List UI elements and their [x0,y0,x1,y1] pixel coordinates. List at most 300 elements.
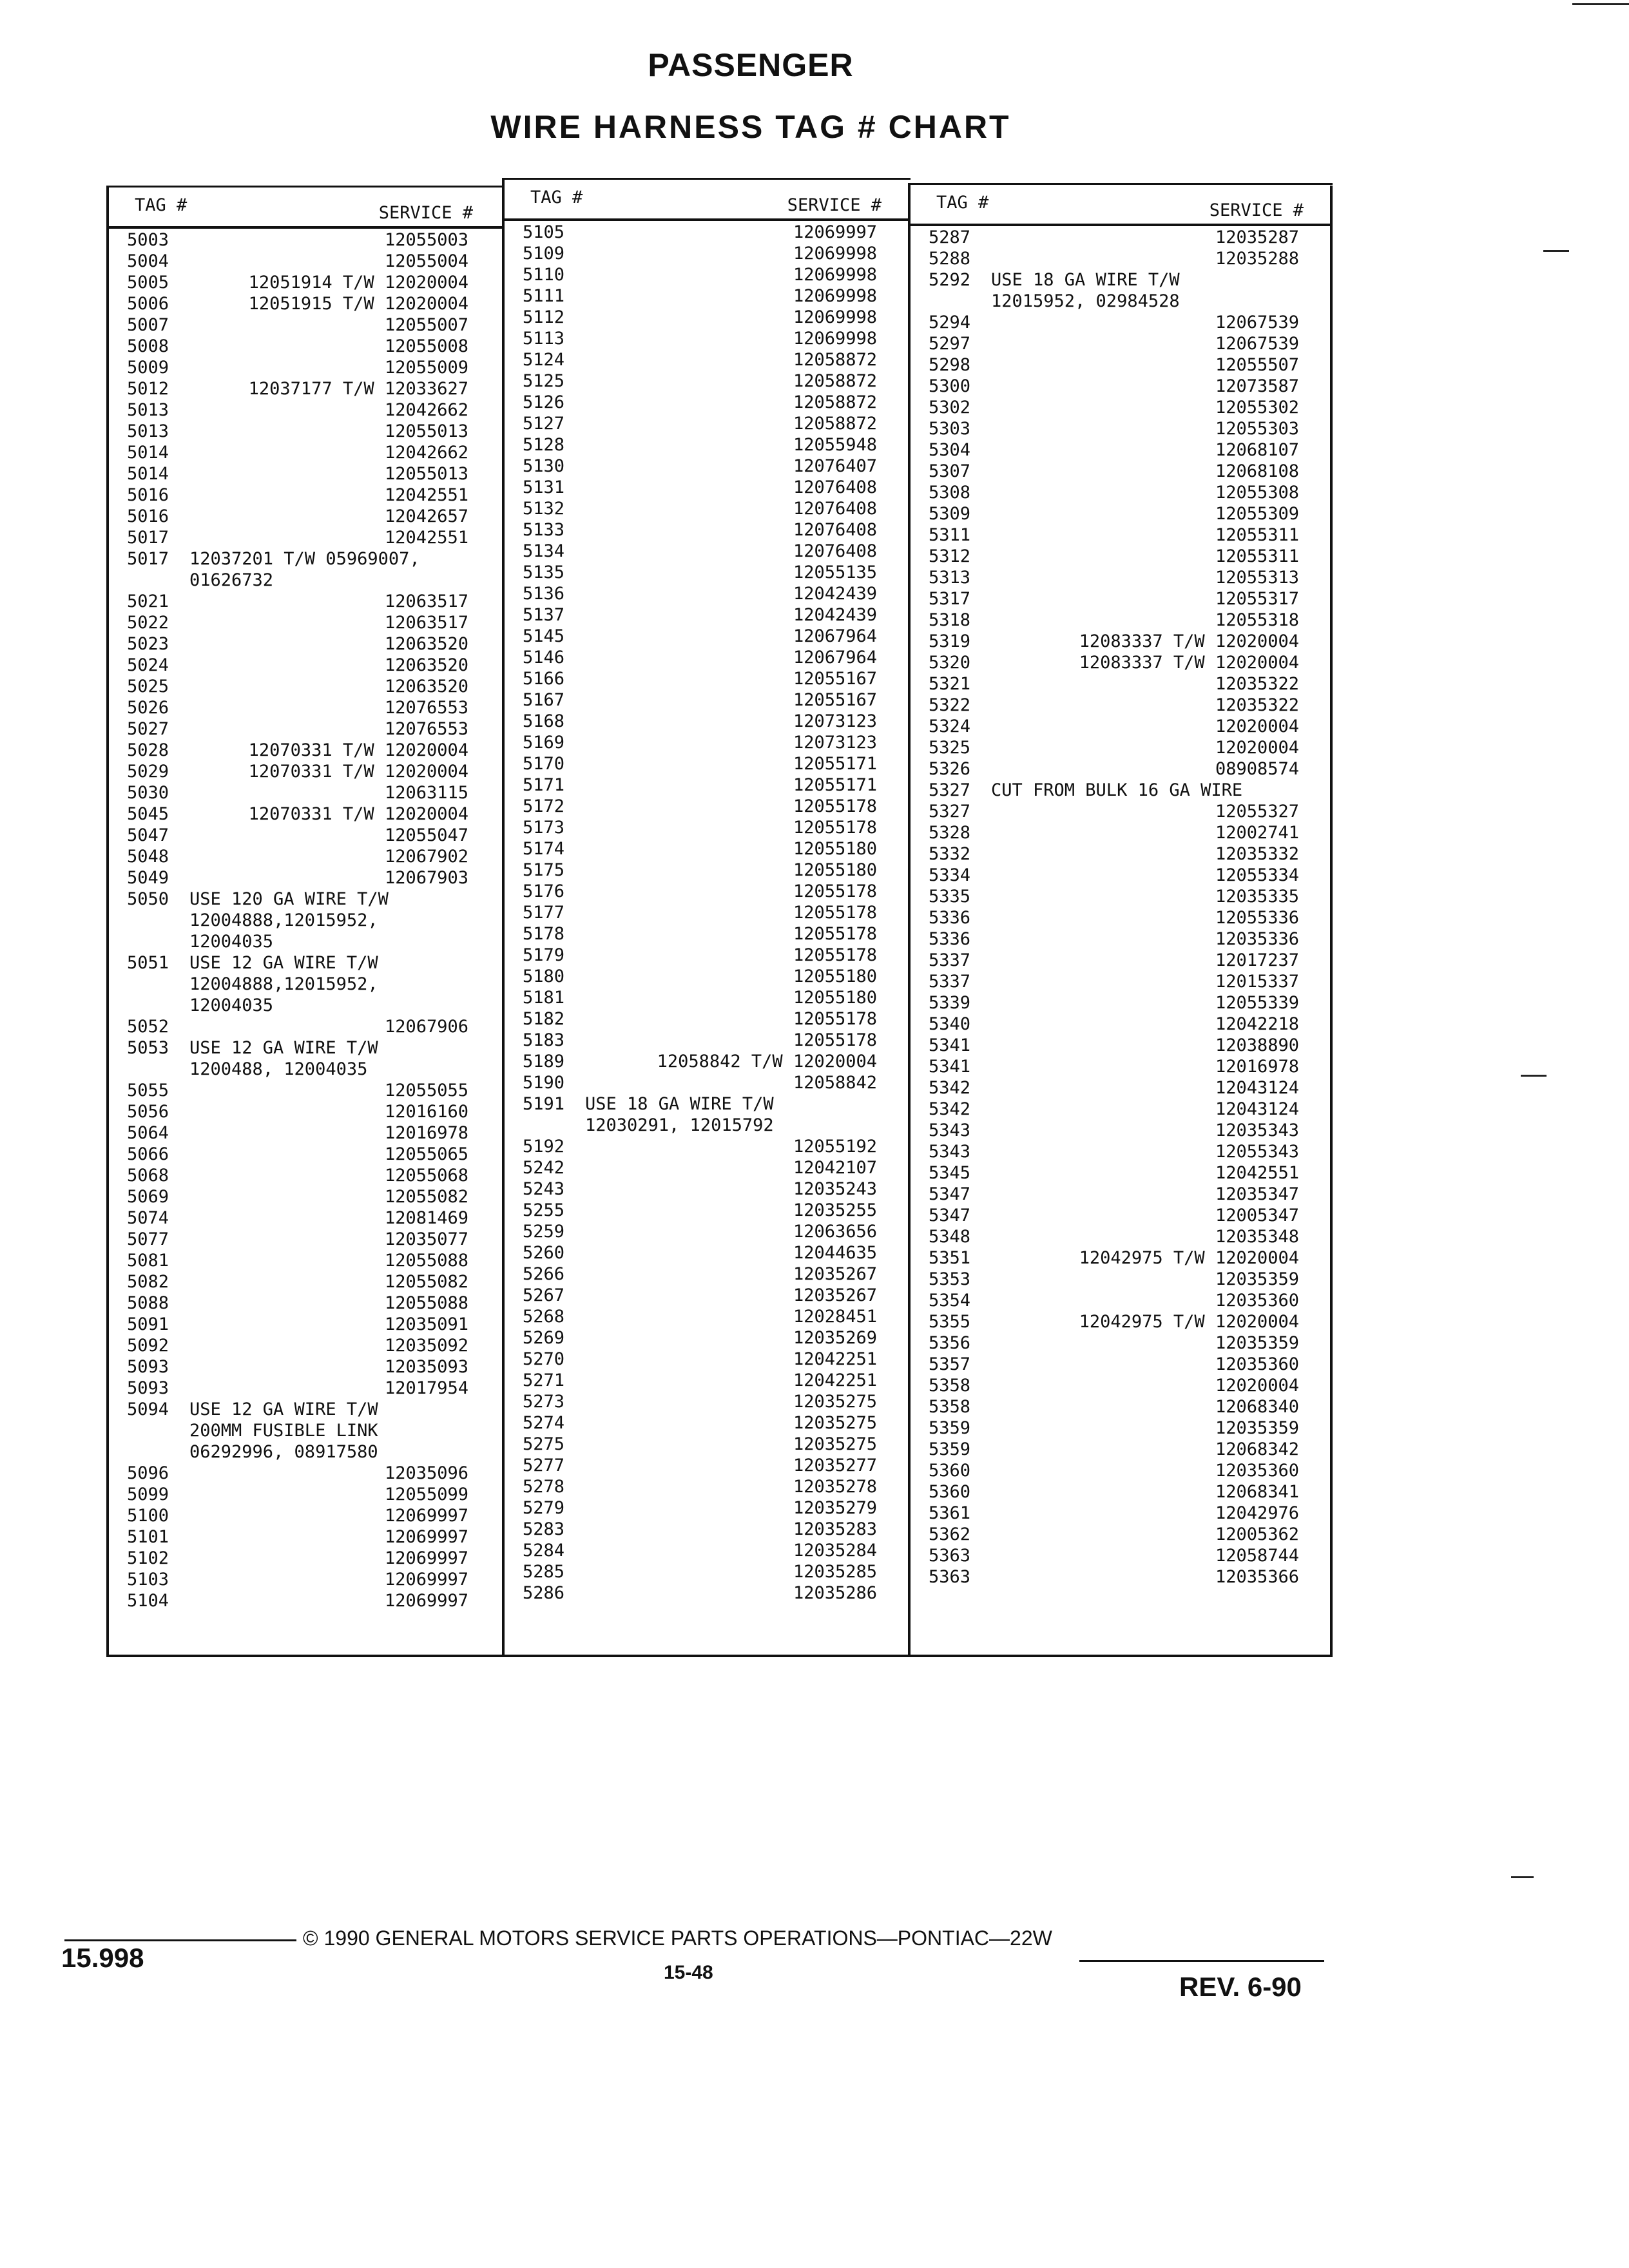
service-number: 12069997 [384,1506,468,1526]
service-number: 12042662 [384,400,468,420]
table-row [911,907,1333,928]
table-row [505,987,911,1008]
service-number: 12076408 [793,541,877,561]
service-number: 12068340 [1215,1397,1299,1417]
tag-number: 5355 [929,1312,971,1332]
tag-number: 5174 [523,839,565,859]
service-number: 12055082 [384,1272,468,1292]
tag-number: 5027 [127,719,169,739]
tag-number: 5327 [929,780,971,800]
tag-number: 5328 [929,823,971,843]
table-row [505,1540,911,1561]
table-row [911,567,1333,588]
table-row [505,328,911,349]
service-number: 12067539 [1215,334,1299,354]
table-row [109,1165,502,1186]
service-number: 12005362 [1215,1524,1299,1544]
service-number: 12081469 [384,1208,468,1228]
table-row [109,718,502,740]
table-row [109,485,502,506]
service-note: USE 18 GA WIRE T/W 12015952, 02984528 [991,270,1180,311]
service-number: 12058872 [793,414,877,434]
table-row [109,1186,502,1207]
service-number: 12055171 [793,775,877,795]
table-row [109,1229,502,1250]
table-row [911,971,1333,992]
service-note: USE 120 GA WIRE T/W 12004888,12015952, 12004035 [189,889,389,952]
table-row [505,1242,911,1264]
tag-number: 5004 [127,251,169,271]
table-row [505,1072,911,1093]
tag-number: 5013 [127,421,169,441]
table-row [505,498,911,519]
tag-number: 5359 [929,1439,971,1459]
table-row [505,434,911,456]
service-number: 12055318 [1215,610,1299,630]
table-row [505,838,911,860]
table-row [109,1590,502,1611]
table-row [505,1157,911,1178]
table-row [109,740,502,761]
service-number: 12070331 T/W 12020004 [248,762,468,782]
table-row [911,1077,1333,1099]
footer-rule-right [1079,1960,1324,1962]
tag-number: 5242 [523,1158,565,1178]
service-header: SERVICE # [787,195,882,215]
table-row [505,1497,911,1519]
table-row [109,336,502,357]
tag-number: 5081 [127,1251,169,1271]
table-row [505,626,911,647]
tag-number: 5049 [127,868,169,888]
tag-number: 5294 [929,312,971,332]
table-row [911,1524,1333,1545]
tag-number: 5363 [929,1546,971,1566]
tag-number: 5192 [523,1137,565,1157]
tag-number: 5146 [523,648,565,668]
tag-number: 5003 [127,230,169,250]
service-number: 12055007 [384,315,468,335]
table-row [911,695,1333,716]
service-number: 12058744 [1215,1546,1299,1566]
service-number: 12035359 [1215,1333,1299,1353]
table-row [109,1080,502,1101]
table-row [911,992,1333,1014]
tag-number: 5313 [929,568,971,588]
service-number: 12020004 [1215,1376,1299,1396]
table-row [109,633,502,655]
table-row [505,1221,911,1242]
table-row [505,349,911,370]
table-row [505,1455,911,1476]
tag-number: 5304 [929,440,971,460]
service-number: 12067539 [1215,312,1299,332]
tag-number: 5092 [127,1336,169,1356]
table-row [911,865,1333,886]
tag-number: 5351 [929,1248,971,1268]
service-number: 12035286 [793,1583,877,1603]
table-row [911,524,1333,546]
tag-number: 5177 [523,903,565,923]
table-row [109,272,502,293]
table-row [109,357,502,378]
tag-number: 5267 [523,1285,565,1305]
service-number: 12067906 [384,1017,468,1037]
tag-number: 5104 [127,1591,169,1611]
table-row [911,269,1333,312]
table-row [109,1399,502,1463]
table-row [109,1271,502,1293]
table-row [109,527,502,548]
table-row [505,1476,911,1497]
tag-number: 5337 [929,972,971,992]
service-number: 12055317 [1215,589,1299,609]
service-number: 12055167 [793,690,877,710]
tag-number: 5343 [929,1120,971,1140]
tag-number: 5285 [523,1562,565,1582]
tag-number: 5326 [929,759,971,779]
table-row [911,461,1333,482]
tag-number: 5134 [523,541,565,561]
tag-number: 5275 [523,1434,565,1454]
tag-number: 5093 [127,1378,169,1398]
tag-number: 5359 [929,1418,971,1438]
tag-number: 5334 [929,865,971,885]
service-number: 12076553 [384,698,468,718]
tag-number: 5189 [523,1052,565,1072]
service-number: 12063656 [793,1222,877,1242]
table-row [505,817,911,838]
table-row [911,418,1333,439]
table-row [505,456,911,477]
tag-number: 5302 [929,398,971,418]
table-row [109,1101,502,1122]
tag-number: 5283 [523,1519,565,1539]
service-number: 12035277 [793,1456,877,1475]
column-rows [109,229,502,1611]
tag-number: 5131 [523,477,565,497]
service-number: 12035347 [1215,1184,1299,1204]
table-row [505,881,911,902]
service-number: 12068108 [1215,461,1299,481]
tag-number: 5303 [929,419,971,439]
tag-number: 5298 [929,355,971,375]
service-number: 12076408 [793,499,877,519]
service-number: 12020004 [1215,716,1299,736]
table-row [109,251,502,272]
tag-number: 5021 [127,591,169,611]
tag-number: 5317 [929,589,971,609]
table-row [109,591,502,612]
service-number: 12055135 [793,562,877,582]
table-row [911,1014,1333,1035]
service-number: 12035279 [793,1498,877,1518]
tag-number: 5047 [127,825,169,845]
tag-number: 5064 [127,1123,169,1143]
tag-number: 5173 [523,818,565,838]
service-number: 12035366 [1215,1567,1299,1587]
table-row [505,647,911,668]
tag-header: TAG # [530,187,583,207]
table-row [505,732,911,753]
table-row [911,1566,1333,1588]
table-row [109,229,502,251]
tag-number: 5319 [929,631,971,651]
tag-number: 5190 [523,1073,565,1093]
service-number: 12067964 [793,648,877,668]
table-column-3 [908,183,1333,1655]
service-number: 12015337 [1215,972,1299,992]
table-row [505,1349,911,1370]
tag-header: TAG # [936,193,989,213]
service-number: 12058872 [793,350,877,370]
footer-rule-left [64,1939,296,1941]
tag-number: 5287 [929,227,971,247]
service-number: 12055948 [793,435,877,455]
tag-chart-table [106,186,1333,1657]
table-row [109,1144,502,1165]
service-number: 12055013 [384,464,468,484]
service-number: 12055004 [384,251,468,271]
service-number: 12017954 [384,1378,468,1398]
service-number: 12069998 [793,286,877,306]
table-row [911,1439,1333,1460]
table-row [505,1008,911,1030]
tag-number: 5318 [929,610,971,630]
tag-number: 5028 [127,740,169,760]
table-row [505,1519,911,1540]
service-note: USE 18 GA WIRE T/W 12030291, 12015792 [585,1094,774,1135]
service-number: 12058872 [793,392,877,412]
table-row [109,378,502,399]
tag-number: 5103 [127,1570,169,1590]
service-number: 12058842 [793,1073,877,1093]
table-row [505,1306,911,1327]
service-number: 08908574 [1215,759,1299,779]
service-number: 12055068 [384,1166,468,1186]
table-row [505,1136,911,1157]
tag-number: 5358 [929,1376,971,1396]
tag-number: 5266 [523,1264,565,1284]
tag-number: 5180 [523,966,565,986]
service-number: 12035322 [1215,674,1299,694]
table-row [911,1184,1333,1205]
service-number: 12069998 [793,244,877,264]
service-number: 12058872 [793,371,877,391]
tag-number: 5048 [127,847,169,867]
service-number: 12051915 T/W 12020004 [248,294,468,314]
tag-number: 5166 [523,669,565,689]
table-row [505,1051,911,1072]
service-number: 12042551 [384,528,468,548]
tag-number: 5320 [929,653,971,673]
service-number: 12063517 [384,613,468,633]
tag-number: 5325 [929,738,971,758]
service-number: 12035348 [1215,1227,1299,1247]
service-number: 12070331 T/W 12020004 [248,740,468,760]
service-number: 12035243 [793,1179,877,1199]
tag-number: 5022 [127,613,169,633]
service-number: 12069997 [384,1548,468,1568]
table-row [505,945,911,966]
table-row [505,860,911,881]
service-number: 12043124 [1215,1078,1299,1098]
scan-edge-mark [1543,250,1569,252]
tag-number: 5132 [523,499,565,519]
service-number: 12035359 [1215,1269,1299,1289]
tag-number: 5096 [127,1463,169,1483]
tag-number: 5354 [929,1291,971,1311]
tag-number: 5055 [127,1081,169,1100]
tag-number: 5255 [523,1200,565,1220]
table-row [505,1391,911,1412]
scan-edge-mark [1511,1876,1534,1878]
tag-number: 5088 [127,1293,169,1313]
tag-number: 5099 [127,1485,169,1504]
service-number: 12055055 [384,1081,468,1100]
service-number: 12055171 [793,754,877,774]
service-number: 12035275 [793,1413,877,1433]
table-row [505,413,911,434]
tag-number: 5008 [127,336,169,356]
tag-number: 5309 [929,504,971,524]
table-row [109,1356,502,1378]
service-number: 12055180 [793,839,877,859]
service-number: 12076553 [384,719,468,739]
tag-number: 5335 [929,887,971,907]
tag-number: 5014 [127,464,169,484]
tag-number: 5360 [929,1482,971,1502]
table-row [505,1178,911,1200]
tag-number: 5179 [523,945,565,965]
tag-number: 5332 [929,844,971,864]
tag-number: 5322 [929,695,971,715]
service-number: 12083337 T/W 12020004 [1079,653,1299,673]
service-number: 12035092 [384,1336,468,1356]
table-row [505,796,911,817]
table-row [505,583,911,604]
service-number: 12067902 [384,847,468,867]
tag-number: 5100 [127,1506,169,1526]
tag-number: 5259 [523,1222,565,1242]
table-row [505,1327,911,1349]
tag-number: 5170 [523,754,565,774]
tag-number: 5297 [929,334,971,354]
tag-number: 5311 [929,525,971,545]
service-number: 12042439 [793,584,877,604]
service-number: 12063520 [384,677,468,697]
tag-number: 5068 [127,1166,169,1186]
tag-number: 5094 [127,1399,169,1419]
service-number: 12016978 [1215,1057,1299,1077]
table-row [911,610,1333,631]
table-row [911,1354,1333,1375]
table-row [911,950,1333,971]
table-row [911,546,1333,567]
table-row [505,1030,911,1051]
tag-number: 5269 [523,1328,565,1348]
service-number: 12055178 [793,924,877,944]
service-number: 12002741 [1215,823,1299,843]
service-number: 12035267 [793,1285,877,1305]
tag-number: 5171 [523,775,565,795]
service-number: 12055178 [793,945,877,965]
table-row [911,1332,1333,1354]
service-number: 12035332 [1215,844,1299,864]
table-column-2 [502,178,911,1655]
tag-number: 5009 [127,358,169,378]
tag-number: 5324 [929,716,971,736]
service-number: 12083337 T/W 12020004 [1079,631,1299,651]
service-number: 12016978 [384,1123,468,1143]
table-row [911,248,1333,269]
service-number: 12035255 [793,1200,877,1220]
table-row [911,1035,1333,1056]
service-number: 12035275 [793,1392,877,1412]
table-row [911,758,1333,780]
table-row [505,1582,911,1604]
service-number: 12055178 [793,903,877,923]
table-row [109,697,502,718]
service-number: 12035359 [1215,1418,1299,1438]
tag-number: 5271 [523,1370,565,1390]
table-row [911,588,1333,610]
tag-number: 5321 [929,674,971,694]
column-header [109,186,502,229]
service-number: 12055003 [384,230,468,250]
tag-number: 5340 [929,1014,971,1034]
tag-number: 5353 [929,1269,971,1289]
scan-edge-mark [1572,3,1629,5]
service-number: 12035096 [384,1463,468,1483]
table-row [911,397,1333,418]
tag-number: 5091 [127,1314,169,1334]
service-number: 12042975 T/W 12020004 [1079,1248,1299,1268]
tag-number: 5181 [523,988,565,1008]
tag-number: 5345 [929,1163,971,1183]
tag-number: 5074 [127,1208,169,1228]
table-row [911,737,1333,758]
table-row [911,1396,1333,1418]
service-number: 12055178 [793,1009,877,1029]
tag-number: 5336 [929,908,971,928]
service-header: SERVICE # [378,203,473,223]
service-number: 12076408 [793,477,877,497]
tag-number: 5178 [523,924,565,944]
service-number: 12035278 [793,1477,877,1497]
table-row [505,774,911,796]
service-number: 12055013 [384,421,468,441]
table-row [911,1247,1333,1269]
table-row [911,354,1333,376]
service-number: 12055334 [1215,865,1299,885]
tag-number: 5024 [127,655,169,675]
tag-number: 5052 [127,1017,169,1037]
tag-number: 5337 [929,950,971,970]
service-number: 12055303 [1215,419,1299,439]
tag-number: 5341 [929,1057,971,1077]
tag-number: 5270 [523,1349,565,1369]
tag-number: 5339 [929,993,971,1013]
service-number: 12042662 [384,443,468,463]
tag-number: 5357 [929,1354,971,1374]
service-number: 12055309 [1215,504,1299,524]
tag-number: 5279 [523,1498,565,1518]
tag-number: 5112 [523,307,565,327]
tag-number: 5243 [523,1179,565,1199]
table-row [109,506,502,527]
service-number: 12035287 [1215,227,1299,247]
